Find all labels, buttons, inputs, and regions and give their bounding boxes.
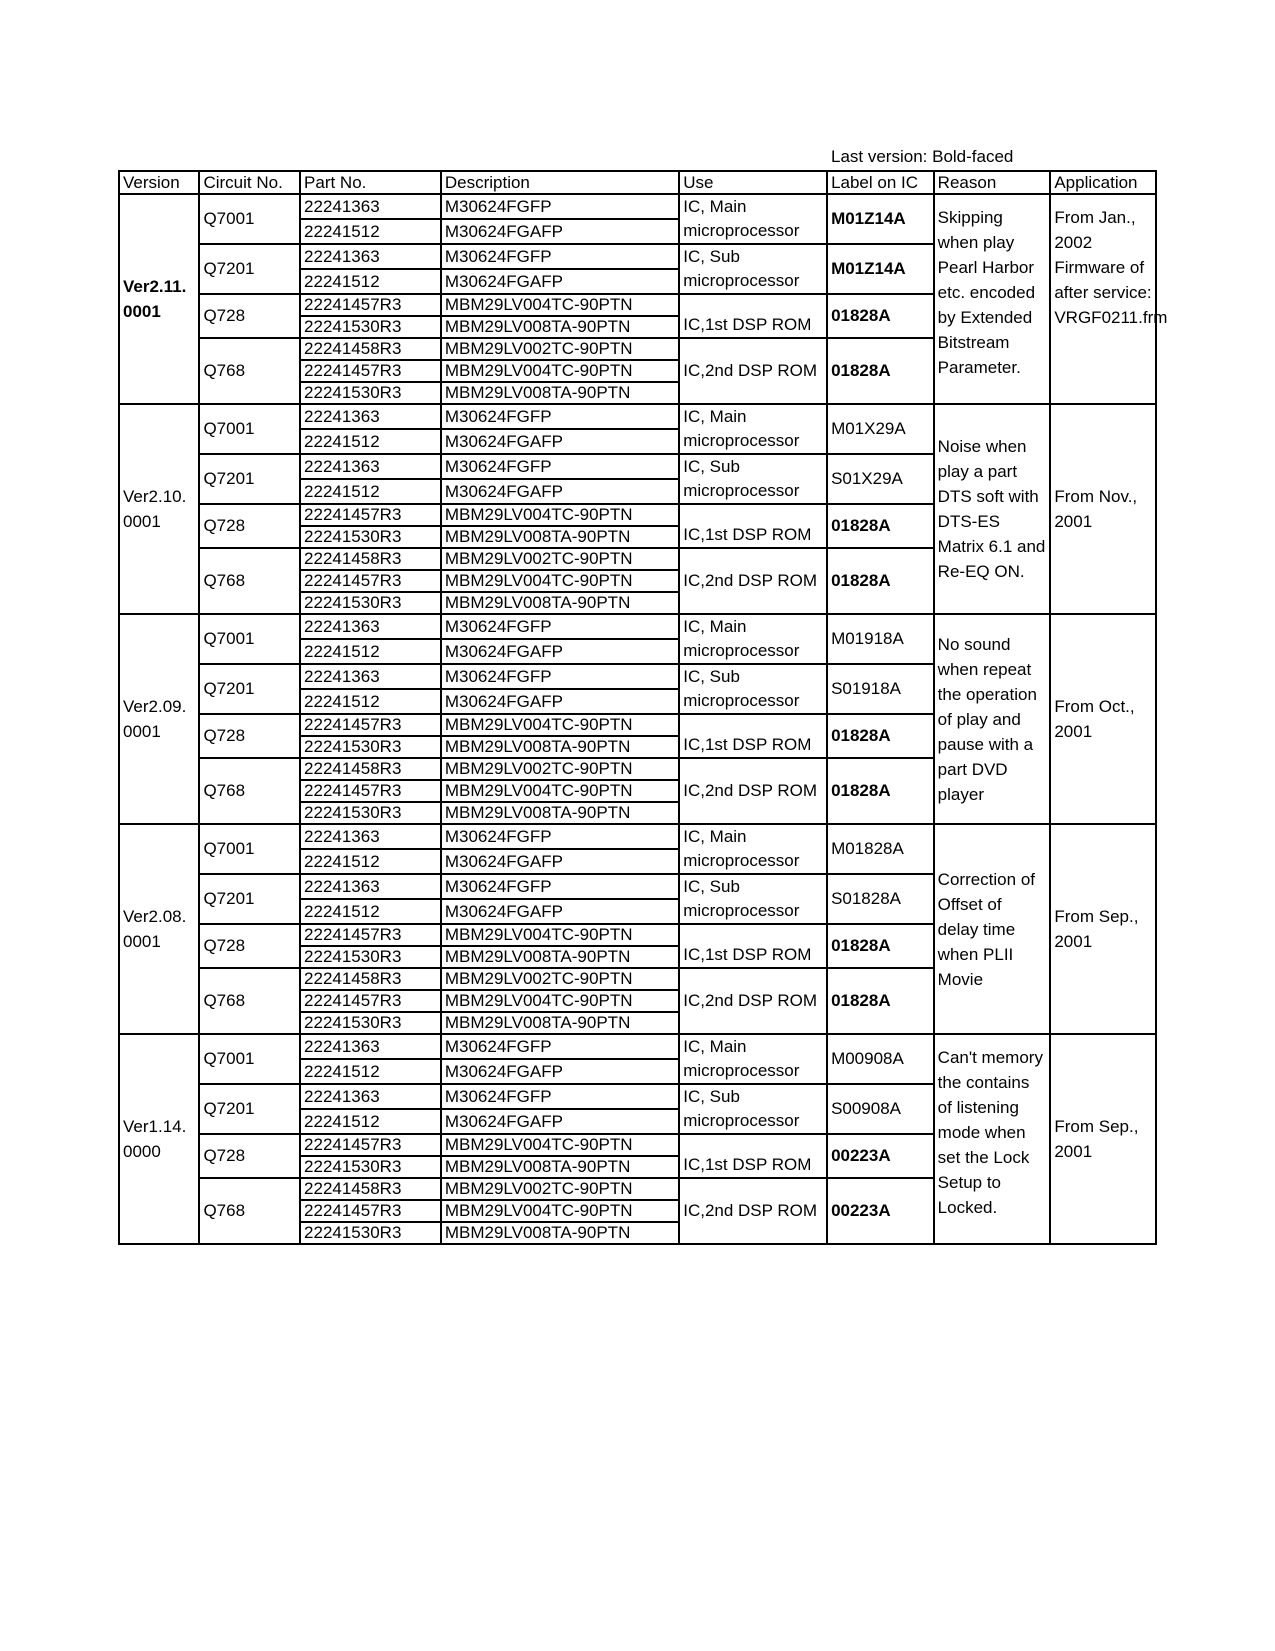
label-on-ic-cell: 01828A xyxy=(827,758,934,824)
circuit-no-cell: Q768 xyxy=(199,968,300,1034)
description-cell: MBM29LV004TC-90PTN xyxy=(441,780,679,802)
part-no-cell: 22241363 xyxy=(300,244,441,269)
application-cell: From Sep., 2001 xyxy=(1050,1034,1156,1244)
circuit-no-cell: Q7201 xyxy=(199,1084,300,1134)
circuit-no-cell: Q7001 xyxy=(199,614,300,664)
version-cell: Ver2.08. 0001 xyxy=(119,824,199,1034)
part-no-cell: 22241530R3 xyxy=(300,526,441,548)
description-cell: M30624FGAFP xyxy=(441,849,679,874)
part-no-cell: 22241512 xyxy=(300,849,441,874)
use-cell: IC, Main microprocessor xyxy=(679,194,827,244)
circuit-no-cell: Q7201 xyxy=(199,454,300,504)
use-cell: IC,1st DSP ROM xyxy=(679,924,827,968)
part-no-cell: 22241530R3 xyxy=(300,1012,441,1034)
description-cell: M30624FGFP xyxy=(441,454,679,479)
label-on-ic-cell: M01Z14A xyxy=(827,194,934,244)
part-no-cell: 22241512 xyxy=(300,1059,441,1084)
label-on-ic-cell: S01828A xyxy=(827,874,934,924)
part-no-cell: 22241457R3 xyxy=(300,990,441,1012)
part-no-cell: 22241530R3 xyxy=(300,1222,441,1244)
description-cell: MBM29LV002TC-90PTN xyxy=(441,758,679,780)
table-header-row xyxy=(119,171,1156,194)
use-cell: IC, Main microprocessor xyxy=(679,404,827,454)
label-on-ic-cell: M01Z14A xyxy=(827,244,934,294)
part-no-cell: 22241363 xyxy=(300,824,441,849)
use-cell: IC,2nd DSP ROM xyxy=(679,338,827,404)
description-cell: MBM29LV004TC-90PTN xyxy=(441,570,679,592)
description-cell: MBM29LV008TA-90PTN xyxy=(441,736,679,758)
use-cell: IC, Sub microprocessor xyxy=(679,1084,827,1134)
table-body xyxy=(119,194,1168,1244)
part-no-cell: 22241512 xyxy=(300,1109,441,1134)
circuit-no-cell: Q7201 xyxy=(199,874,300,924)
use-cell: IC, Sub microprocessor xyxy=(679,664,827,714)
use-cell: IC, Main microprocessor xyxy=(679,1034,827,1084)
part-no-cell: 22241457R3 xyxy=(300,1134,441,1156)
part-no-cell: 22241530R3 xyxy=(300,316,441,338)
circuit-no-cell: Q728 xyxy=(199,1134,300,1178)
description-cell: M30624FGAFP xyxy=(441,1059,679,1084)
version-cell: Ver2.09. 0001 xyxy=(119,614,199,824)
label-on-ic-cell: 01828A xyxy=(827,294,934,338)
header-version: Version xyxy=(119,171,199,194)
circuit-no-cell: Q728 xyxy=(199,504,300,548)
header-part-no: Part No. xyxy=(300,171,441,194)
description-cell: M30624FGAFP xyxy=(441,899,679,924)
part-no-cell: 22241512 xyxy=(300,479,441,504)
reason-cell: Skipping when play Pearl Harbor etc. encoded by Extended Bitstream Parameter. xyxy=(934,194,1051,404)
label-on-ic-cell: M01X29A xyxy=(827,404,934,454)
part-no-cell: 22241363 xyxy=(300,454,441,479)
application-cell: From Oct., 2001 xyxy=(1050,614,1156,824)
part-no-cell: 22241512 xyxy=(300,429,441,454)
description-cell: M30624FGFP xyxy=(441,194,679,219)
label-on-ic-cell: S01918A xyxy=(827,664,934,714)
reason-cell: Can't memory the contains of listening mode when set the Lock Setup to Locked. xyxy=(934,1034,1051,1244)
application-cell: From Sep., 2001 xyxy=(1050,824,1156,1034)
header-circuit-no: Circuit No. xyxy=(199,171,300,194)
description-cell: MBM29LV004TC-90PTN xyxy=(441,990,679,1012)
use-cell: IC, Main microprocessor xyxy=(679,824,827,874)
table-row xyxy=(119,824,1156,849)
circuit-no-cell: Q7001 xyxy=(199,1034,300,1084)
description-cell: MBM29LV008TA-90PTN xyxy=(441,1156,679,1178)
use-cell: IC,2nd DSP ROM xyxy=(679,1178,827,1244)
use-cell: IC,2nd DSP ROM xyxy=(679,548,827,614)
description-cell: M30624FGAFP xyxy=(441,429,679,454)
description-cell: MBM29LV004TC-90PTN xyxy=(441,924,679,946)
description-cell: M30624FGFP xyxy=(441,664,679,689)
description-cell: MBM29LV004TC-90PTN xyxy=(441,360,679,382)
label-on-ic-cell: S00908A xyxy=(827,1084,934,1134)
description-cell: M30624FGFP xyxy=(441,244,679,269)
reason-cell: Noise when play a part DTS soft with DTS-ES Matrix 6.1 and Re-EQ ON. xyxy=(934,404,1051,614)
part-no-cell: 22241457R3 xyxy=(300,294,441,316)
table-row xyxy=(119,1034,1156,1059)
description-cell: MBM29LV002TC-90PTN xyxy=(441,968,679,990)
circuit-no-cell: Q768 xyxy=(199,758,300,824)
part-no-cell: 22241457R3 xyxy=(300,360,441,382)
description-cell: MBM29LV002TC-90PTN xyxy=(441,1178,679,1200)
version-cell: Ver2.11. 0001 xyxy=(119,194,199,404)
description-cell: MBM29LV008TA-90PTN xyxy=(441,592,679,614)
description-cell: MBM29LV002TC-90PTN xyxy=(441,338,679,360)
label-on-ic-cell: 01828A xyxy=(827,968,934,1034)
part-no-cell: 22241363 xyxy=(300,1084,441,1109)
label-on-ic-cell: 00223A xyxy=(827,1178,934,1244)
part-no-cell: 22241458R3 xyxy=(300,338,441,360)
firmware-version-table xyxy=(118,170,1168,1245)
label-on-ic-cell: 01828A xyxy=(827,548,934,614)
description-cell: MBM29LV008TA-90PTN xyxy=(441,802,679,824)
use-cell: IC, Main microprocessor xyxy=(679,614,827,664)
use-cell: IC,2nd DSP ROM xyxy=(679,968,827,1034)
part-no-cell: 22241457R3 xyxy=(300,570,441,592)
description-cell: MBM29LV008TA-90PTN xyxy=(441,382,679,404)
description-cell: MBM29LV008TA-90PTN xyxy=(441,526,679,548)
label-on-ic-cell: 01828A xyxy=(827,714,934,758)
part-no-cell: 22241457R3 xyxy=(300,714,441,736)
description-cell: MBM29LV004TC-90PTN xyxy=(441,714,679,736)
use-cell: IC,2nd DSP ROM xyxy=(679,758,827,824)
circuit-no-cell: Q7201 xyxy=(199,244,300,294)
description-cell: MBM29LV004TC-90PTN xyxy=(441,1134,679,1156)
use-cell: IC,1st DSP ROM xyxy=(679,504,827,548)
part-no-cell: 22241512 xyxy=(300,269,441,294)
part-no-cell: 22241530R3 xyxy=(300,1156,441,1178)
part-no-cell: 22241363 xyxy=(300,664,441,689)
part-no-cell: 22241458R3 xyxy=(300,758,441,780)
part-no-cell: 22241363 xyxy=(300,1034,441,1059)
circuit-no-cell: Q7201 xyxy=(199,664,300,714)
circuit-no-cell: Q768 xyxy=(199,548,300,614)
part-no-cell: 22241530R3 xyxy=(300,382,441,404)
circuit-no-cell: Q768 xyxy=(199,1178,300,1244)
description-cell: M30624FGFP xyxy=(441,404,679,429)
part-no-cell: 22241458R3 xyxy=(300,968,441,990)
use-cell: IC,1st DSP ROM xyxy=(679,294,827,338)
reason-cell: Correction of Offset of delay time when PLII Movie xyxy=(934,824,1051,1034)
description-cell: MBM29LV008TA-90PTN xyxy=(441,1222,679,1244)
part-no-cell: 22241458R3 xyxy=(300,548,441,570)
label-on-ic-cell: 01828A xyxy=(827,338,934,404)
label-on-ic-cell: 00223A xyxy=(827,1134,934,1178)
part-no-cell: 22241458R3 xyxy=(300,1178,441,1200)
description-cell: M30624FGAFP xyxy=(441,639,679,664)
table-row xyxy=(119,614,1156,639)
bold-legend-note: Last version: Bold-faced xyxy=(831,147,1014,166)
part-no-cell: 22241530R3 xyxy=(300,802,441,824)
description-cell: MBM29LV002TC-90PTN xyxy=(441,548,679,570)
circuit-no-cell: Q768 xyxy=(199,338,300,404)
circuit-no-cell: Q7001 xyxy=(199,194,300,244)
description-cell: M30624FGFP xyxy=(441,1034,679,1059)
description-cell: M30624FGAFP xyxy=(441,1109,679,1134)
label-on-ic-cell: S01X29A xyxy=(827,454,934,504)
part-no-cell: 22241363 xyxy=(300,614,441,639)
description-cell: M30624FGFP xyxy=(441,874,679,899)
reason-cell: No sound when repeat the operation of play and pause with a part DVD player xyxy=(934,614,1051,824)
circuit-no-cell: Q728 xyxy=(199,714,300,758)
version-cell: Ver2.10. 0001 xyxy=(119,404,199,614)
part-no-cell: 22241363 xyxy=(300,874,441,899)
description-cell: M30624FGAFP xyxy=(441,689,679,714)
description-cell: MBM29LV004TC-90PTN xyxy=(441,294,679,316)
part-no-cell: 22241512 xyxy=(300,219,441,244)
use-cell: IC, Sub microprocessor xyxy=(679,874,827,924)
part-no-cell: 22241457R3 xyxy=(300,504,441,526)
use-cell: IC,1st DSP ROM xyxy=(679,714,827,758)
part-no-cell: 22241457R3 xyxy=(300,780,441,802)
application-cell: From Nov., 2001 xyxy=(1050,404,1156,614)
label-on-ic-cell: M00908A xyxy=(827,1034,934,1084)
application-cell: From Jan., 2002 Firmware of after service: VRGF0211.frm xyxy=(1050,194,1156,404)
description-cell: MBM29LV004TC-90PTN xyxy=(441,504,679,526)
header-reason: Reason xyxy=(934,171,1051,194)
part-no-cell: 22241530R3 xyxy=(300,946,441,968)
part-no-cell: 22241512 xyxy=(300,689,441,714)
circuit-no-cell: Q728 xyxy=(199,924,300,968)
description-cell: M30624FGFP xyxy=(441,1084,679,1109)
table-row xyxy=(119,194,1156,219)
description-cell: M30624FGAFP xyxy=(441,479,679,504)
version-cell: Ver1.14. 0000 xyxy=(119,1034,199,1244)
description-cell: MBM29LV008TA-90PTN xyxy=(441,1012,679,1034)
description-cell: M30624FGAFP xyxy=(441,269,679,294)
description-cell: MBM29LV008TA-90PTN xyxy=(441,946,679,968)
header-description: Description xyxy=(441,171,679,194)
description-cell: MBM29LV004TC-90PTN xyxy=(441,1200,679,1222)
header-application: Application xyxy=(1050,171,1156,194)
label-on-ic-cell: M01918A xyxy=(827,614,934,664)
circuit-no-cell: Q728 xyxy=(199,294,300,338)
use-cell: IC, Sub microprocessor xyxy=(679,244,827,294)
description-cell: M30624FGAFP xyxy=(441,219,679,244)
header-label-on-ic: Label on IC xyxy=(827,171,934,194)
table-row xyxy=(119,404,1156,429)
label-on-ic-cell: M01828A xyxy=(827,824,934,874)
header-use: Use xyxy=(679,171,827,194)
part-no-cell: 22241530R3 xyxy=(300,736,441,758)
part-no-cell: 22241457R3 xyxy=(300,1200,441,1222)
part-no-cell: 22241457R3 xyxy=(300,924,441,946)
use-cell: IC, Sub microprocessor xyxy=(679,454,827,504)
use-cell: IC,1st DSP ROM xyxy=(679,1134,827,1178)
description-cell: MBM29LV008TA-90PTN xyxy=(441,316,679,338)
part-no-cell: 22241363 xyxy=(300,404,441,429)
part-no-cell: 22241530R3 xyxy=(300,592,441,614)
label-on-ic-cell: 01828A xyxy=(827,924,934,968)
circuit-no-cell: Q7001 xyxy=(199,404,300,454)
circuit-no-cell: Q7001 xyxy=(199,824,300,874)
label-on-ic-cell: 01828A xyxy=(827,504,934,548)
part-no-cell: 22241512 xyxy=(300,639,441,664)
description-cell: M30624FGFP xyxy=(441,614,679,639)
description-cell: M30624FGFP xyxy=(441,824,679,849)
part-no-cell: 22241363 xyxy=(300,194,441,219)
part-no-cell: 22241512 xyxy=(300,899,441,924)
